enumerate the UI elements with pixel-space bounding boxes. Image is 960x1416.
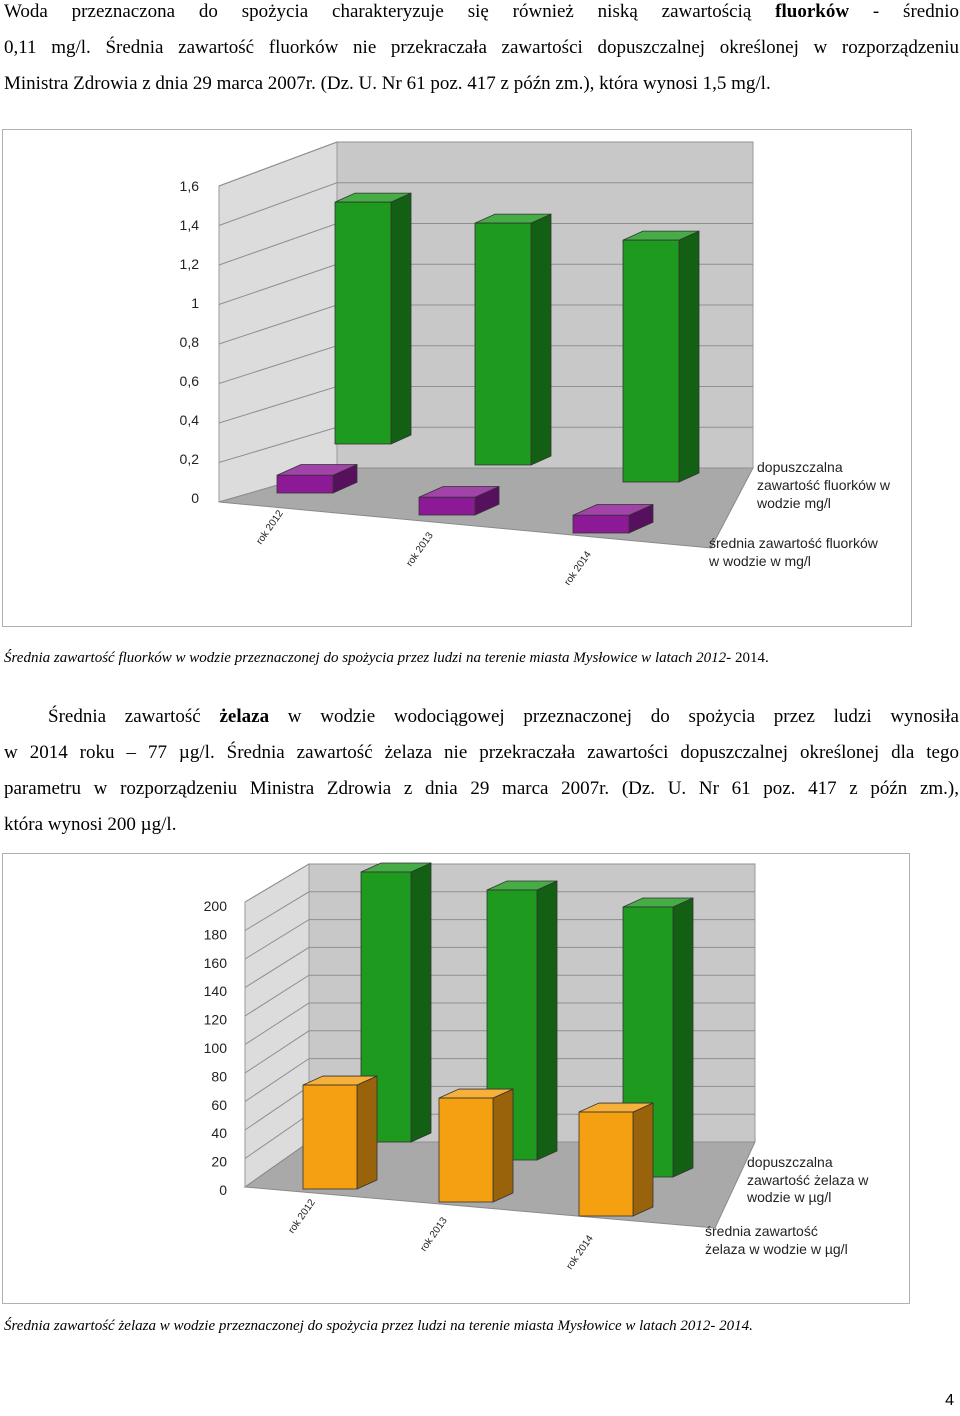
- fluoride-chart-y-tick-label: 0,6: [179, 373, 199, 389]
- iron-chart-y-tick-label: 0: [219, 1182, 227, 1198]
- iron-chart-y-tick-label: 200: [203, 898, 227, 914]
- fluoride-chart-caption: Średnia zawartość fluorków w wodzie przeznaczonej do spożycia przez ludzi na terenie miasta Mysłowice w latach 2012- 2014.: [4, 650, 769, 666]
- fluoride-chart-bar-average-2: [573, 515, 629, 533]
- iron-chart-bar-average-1-side: [493, 1089, 513, 1202]
- iron-chart-legend-text: średnia zawartość: [705, 1223, 818, 1239]
- iron-chart-y-tick-label: 20: [211, 1153, 227, 1170]
- fluoride-chart-legend-text: dopuszczalna: [757, 459, 843, 475]
- iron-paragraph-line-1: Średnia zawartość żelaza w wodzie wodociągowej przeznaczonej do spożycia przez ludzi wynosiła: [48, 706, 959, 727]
- fluoride-chart-bar-limit-1-side: [531, 214, 551, 465]
- iron-chart-y-tick-label: 140: [203, 983, 227, 1000]
- fluoride-chart-bar-average-0: [277, 475, 333, 493]
- fluoride-chart-bar-limit-2-side: [679, 231, 699, 482]
- iron-keyword: żelaza: [219, 706, 270, 727]
- iron-paragraph: [4, 699, 959, 843]
- fluoride-chart-bar-limit-0: [335, 202, 391, 444]
- fluoride-chart-y-tick-label: 0: [191, 490, 199, 506]
- iron-chart-category-label: rok 2014: [564, 1233, 596, 1272]
- fluoride-chart-y-tick-label: 1,6: [179, 178, 199, 194]
- fluoride-paragraph-line-3: Ministra Zdrowia z dnia 29 marca 2007r. (Dz. U. Nr 61 poz. 417 z późn zm.), która wynosi 1,5 mg/l.: [4, 73, 771, 94]
- page-number: 4: [945, 1392, 954, 1409]
- iron-paragraph-line-3: parametru w rozporządzeniu Ministra Zdrowia z dnia 29 marca 2007r. (Dz. U. Nr 61 poz. 417 z późn zm.),: [4, 778, 959, 799]
- iron-chart-y-tick-label: 160: [203, 954, 227, 971]
- fluoride-chart-legend-text: średnia zawartość fluorków: [709, 535, 878, 551]
- fluoride-chart-category-label: rok 2013: [404, 530, 436, 569]
- iron-chart-legend-text: zawartość żelaza w: [747, 1172, 869, 1188]
- fluoride-chart-y-tick-label: 0,4: [179, 412, 199, 428]
- iron-chart-y-tick-label: 180: [203, 926, 227, 943]
- fluoride-chart-svg: [3, 130, 911, 626]
- fluoride-chart-bar-average-1: [419, 497, 475, 515]
- iron-chart-category-label: rok 2013: [418, 1215, 450, 1254]
- iron-paragraph-line-2: w 2014 roku – 77 µg/l. Średnia zawartość żelaza nie przekraczała zawartości dopuszczalnej określonej dla tego: [4, 742, 959, 763]
- fluoride-chart-legend-text: wodzie mg/l: [757, 495, 831, 511]
- fluoride-chart-y-tick-label: 1: [191, 295, 199, 311]
- iron-chart-bar-average-0: [303, 1085, 357, 1189]
- fluoride-paragraph-line-2: 0,11 mg/l. Średnia zawartość fluorków nie przekraczała zawartości dopuszczalnej określonej w rozporządzeniu: [4, 37, 959, 58]
- fluoride-paragraph: [4, 0, 959, 102]
- fluoride-chart-bar-limit-1: [475, 223, 531, 465]
- fluoride-chart-y-tick-label: 1,4: [179, 217, 199, 233]
- iron-chart-bar-average-2-side: [633, 1103, 653, 1216]
- iron-chart-y-tick-label: 80: [211, 1068, 227, 1085]
- iron-chart-y-tick-label: 60: [211, 1096, 227, 1113]
- fluoride-chart-legend-text: w wodzie w mg/l: [709, 553, 811, 569]
- fluoride-chart-category-label: rok 2012: [254, 508, 286, 547]
- iron-chart-y-tick-label: 40: [211, 1125, 227, 1142]
- fluoride-chart-legend-text: zawartość fluorków w: [757, 477, 891, 493]
- iron-chart-bar-average-0-side: [357, 1076, 377, 1189]
- fluoride-paragraph-line-1: Woda przeznaczona do spożycia charakteryzuje się również niską zawartością fluorków - średnio: [4, 1, 959, 22]
- iron-chart-bar-average-2: [579, 1112, 633, 1216]
- fluoride-chart-side-wall: [219, 142, 337, 502]
- iron-chart-y-tick-label: 120: [203, 1011, 227, 1028]
- fluoride-keyword: fluorków: [775, 1, 850, 22]
- fluoride-chart: [2, 129, 912, 627]
- iron-chart-legend-text: wodzie w µg/l: [747, 1189, 832, 1205]
- iron-chart-svg: [3, 854, 909, 1303]
- iron-chart-y-tick-label: 100: [203, 1040, 227, 1056]
- iron-chart-category-label: rok 2012: [286, 1197, 318, 1236]
- iron-chart: [2, 853, 910, 1304]
- iron-chart-side-wall: [245, 864, 309, 1187]
- iron-chart-bar-limit-0-side: [411, 863, 431, 1142]
- iron-chart-bar-limit-1-side: [537, 881, 557, 1160]
- iron-chart-legend-text: dopuszczalna: [747, 1154, 833, 1170]
- iron-chart-bar-limit-2-side: [673, 898, 693, 1177]
- fluoride-chart-category-label: rok 2014: [562, 549, 594, 588]
- iron-chart-caption: Średnia zawartość żelaza w wodzie przeznaczonej do spożycia przez ludzi na terenie miasta Mysłowice w latach 2012- 2014.: [4, 1318, 753, 1334]
- fluoride-chart-y-tick-label: 0,2: [179, 451, 199, 467]
- fluoride-chart-bar-limit-2: [623, 240, 679, 482]
- fluoride-chart-y-tick-label: 1,2: [179, 256, 199, 272]
- fluoride-chart-y-tick-label: 0,8: [179, 334, 199, 350]
- fluoride-chart-bar-limit-0-side: [391, 193, 411, 444]
- iron-chart-bar-average-1: [439, 1098, 493, 1202]
- iron-chart-legend-text: żelaza w wodzie w µg/l: [705, 1241, 848, 1257]
- iron-paragraph-line-4: która wynosi 200 µg/l.: [4, 814, 177, 835]
